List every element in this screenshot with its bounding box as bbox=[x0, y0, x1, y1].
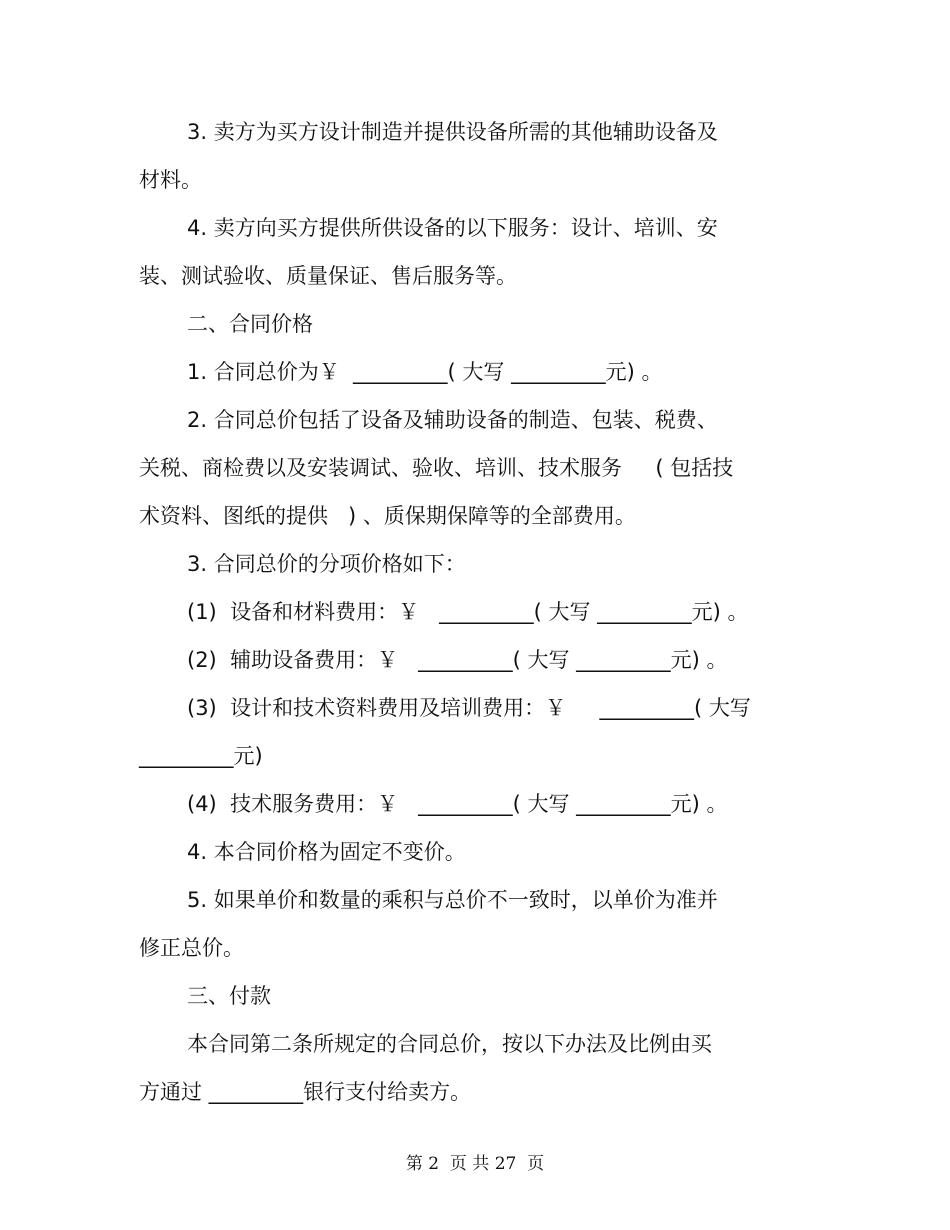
clause-line: 4. 卖方向买方提供所供设备的以下服务：设计、培训、安 bbox=[187, 216, 718, 240]
section-heading: 三、付款 bbox=[187, 984, 271, 1008]
price-item-line: (3) 设计和技术资料费用及培训费用：￥ _________( 大写 bbox=[187, 696, 751, 720]
document-body bbox=[139, 108, 799, 1116]
clause-line: 3. 卖方为买方设计制造并提供设备所需的其他辅助设备及 bbox=[187, 120, 718, 144]
page-number-footer: 第 2 页 共 27 页 bbox=[405, 1154, 545, 1174]
clause-line: 4. 本合同价格为固定不变价。 bbox=[187, 840, 466, 864]
clause-line: 装、测试验收、质量保证、售后服务等。 bbox=[139, 264, 517, 288]
price-item-line: (2) 辅助设备费用：￥ _________( 大写 _________元) 。 bbox=[187, 648, 728, 672]
clause-line: 关税、商检费以及安装调试、验收、培训、技术服务 ( 包括技 bbox=[139, 456, 734, 480]
clause-line: 材料。 bbox=[139, 168, 202, 192]
clause-line: 修正总价。 bbox=[139, 936, 244, 960]
clause-line: 1. 合同总价为￥ _________( 大写 _________元) 。 bbox=[187, 360, 663, 384]
clause-line: 3. 合同总价的分项价格如下： bbox=[187, 552, 466, 576]
clause-line: 术资料、图纸的提供 ) 、质保期保障等的全部费用。 bbox=[139, 504, 636, 528]
clause-line: 本合同第二条所规定的合同总价，按以下办法及比例由买 bbox=[187, 1032, 712, 1056]
price-item-line: (4) 技术服务费用：￥ _________( 大写 _________元) 。 bbox=[187, 792, 728, 816]
clause-line: 2. 合同总价包括了设备及辅助设备的制造、包装、税费、 bbox=[187, 408, 718, 432]
clause-line: 方通过 _________银行支付给卖方。 bbox=[139, 1080, 472, 1104]
clause-line: 5. 如果单价和数量的乘积与总价不一致时，以单价为准并 bbox=[187, 888, 718, 912]
price-item-line: _________元) bbox=[139, 744, 263, 768]
section-heading: 二、合同价格 bbox=[187, 312, 313, 336]
price-item-line: (1) 设备和材料费用：￥ _________( 大写 _________元) 。 bbox=[187, 600, 749, 624]
